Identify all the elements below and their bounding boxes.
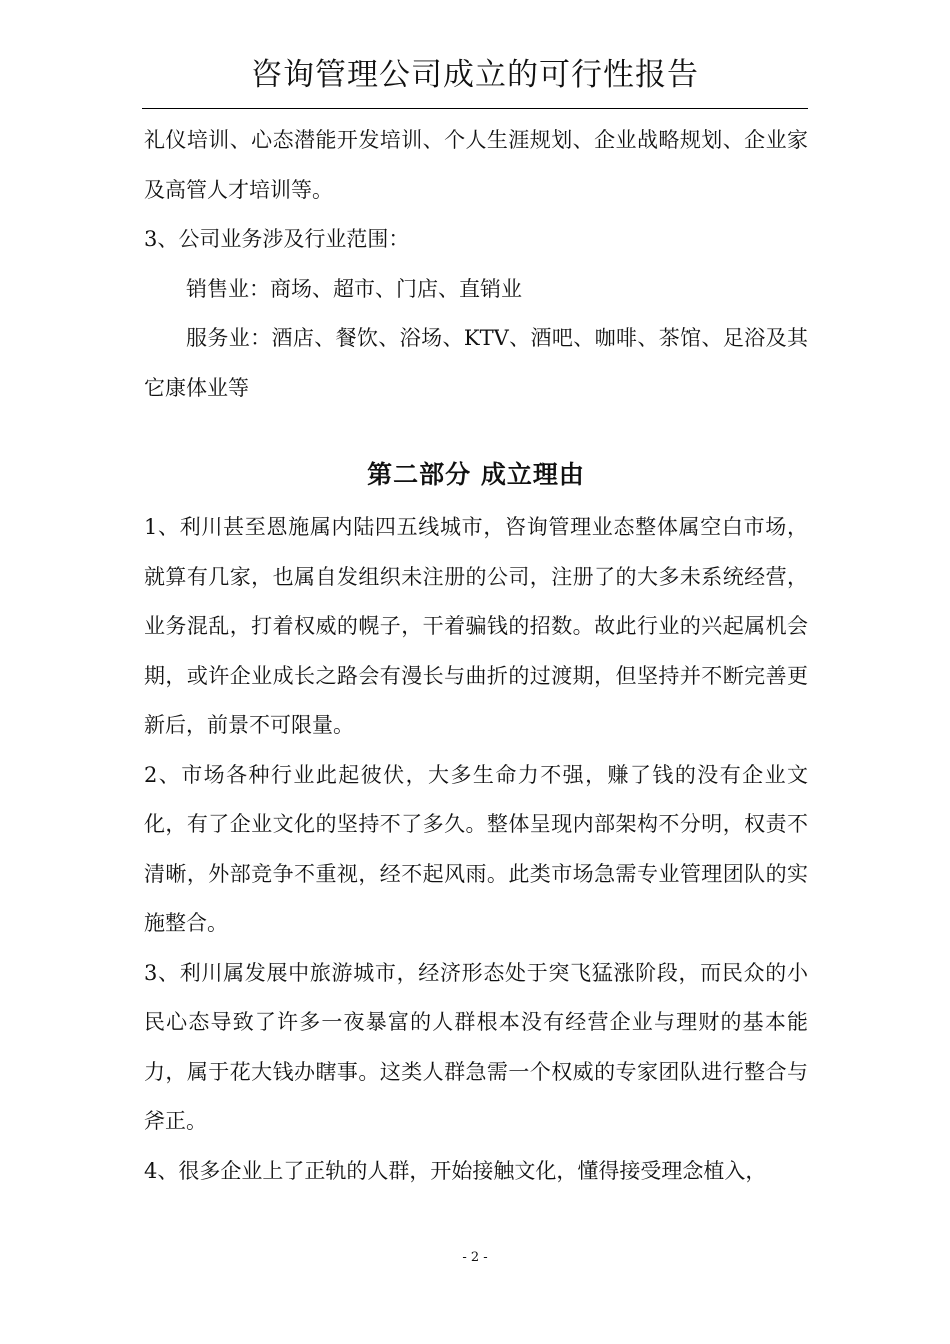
header-divider — [142, 108, 808, 109]
sales-industry-line: 销售业：商场、超市、门店、直销业 — [186, 276, 522, 301]
page-header-title: 咨询管理公司成立的可行性报告 — [251, 57, 699, 93]
reason-paragraph-4: 4、很多企业上了正轨的人群，开始接触文化，懂得接受理念植入， — [144, 1158, 767, 1183]
continued-paragraph: 礼仪培训、心态潜能开发培训、个人生涯规划、企业战略规划、企业家及高管人才培训等。 — [144, 128, 808, 202]
section-title-part-two: 第二部分 成立理由 — [367, 460, 585, 489]
page-number: - 2 - — [462, 1250, 488, 1265]
reason-paragraph-2: 2、市场各种行业此起彼伏，大多生命力不强，赚了钱的没有企业文化，有了企业文化的坚持不了多久。整体呈现内部架构不分明，权责不清晰，外部竞争不重视，经不起风雨。此类市场急需专业管理团队的实施整合。 — [144, 762, 808, 935]
reason-paragraph-1: 1、利川甚至恩施属内陆四五线城市，咨询管理业态整体属空白市场，就算有几家，也属自发组织未注册的公司，注册了的大多未系统经营，业务混乱，打着权威的幌子，干着骗钱的招数。故此行业的兴起属机会期，或许企业成长之路会有漫长与曲折的过渡期，但坚持并不断完善更新后，前景不可限量。 — [144, 515, 808, 737]
page-body — [144, 116, 808, 1196]
service-industry-line: 服务业：酒店、餐饮、浴场、KTV、酒吧、咖啡、茶馆、足浴及其它康体业等 — [144, 326, 808, 400]
item-3-heading: 3、公司业务涉及行业范围： — [144, 227, 410, 251]
reason-paragraph-3: 3、利川属发展中旅游城市，经济形态处于突飞猛涨阶段，而民众的小民心态导致了许多一夜暴富的人群根本没有经营企业与理财的基本能力，属于花大钱办瞎事。这类人群急需一个权威的专家团队进行整合与斧正。 — [144, 960, 808, 1133]
